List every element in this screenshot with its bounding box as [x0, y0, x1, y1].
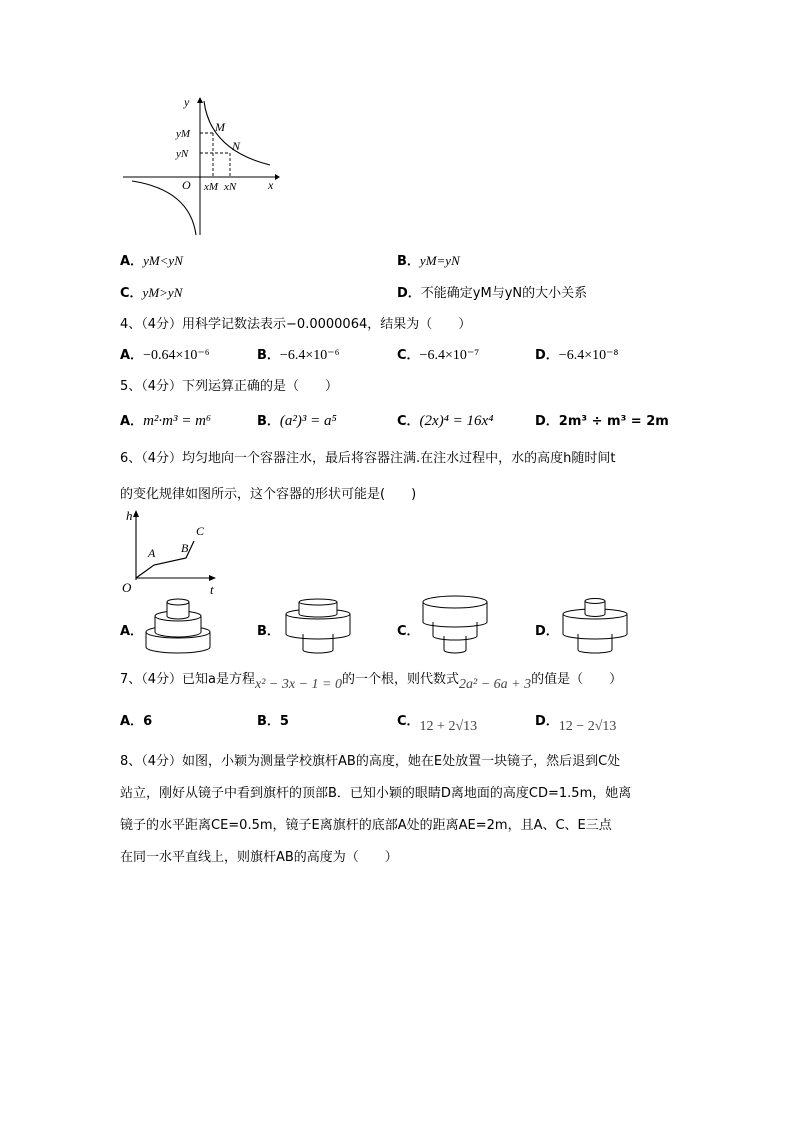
graph2-point-a: A: [148, 546, 156, 560]
q5-d-label: D．: [535, 414, 559, 429]
q8-line3: 镜子的水平距离CE=0.5m，镜子E离旗杆的底部A处的距离AE=2m，且A、C、E三点: [120, 818, 612, 833]
graph2-t-label: t: [210, 582, 214, 597]
q3-c-text: yM>yN: [142, 285, 183, 300]
q5-a-text: m²·m³ = m⁶: [143, 413, 212, 429]
q4-c-label: C．: [397, 348, 420, 363]
graph1-yn: yN: [176, 148, 189, 160]
q4-stem: 4、（4分）用科学记数法表示−0.0000064，结果为（ ）: [120, 317, 472, 332]
graph2-point-b: B: [181, 541, 189, 555]
inverse-function-graph: [120, 95, 280, 240]
q8-line2: 站立，刚好从镜子中看到旗杆的顶部B．已知小颖的眼睛D离地面的高度CD=1.5m，她离: [120, 786, 632, 801]
q6-a-label[interactable]: A．: [120, 624, 144, 639]
q5-stem: 5、（4分）下列运算正确的是（ ）: [120, 379, 339, 394]
q3-option-c[interactable]: [120, 282, 182, 301]
q3-c-label: C．: [120, 286, 143, 301]
graph1-xn: xN: [224, 181, 237, 193]
container-c[interactable]: [420, 594, 490, 658]
q7-a-label: A．: [120, 714, 144, 729]
graph2-origin: O: [122, 580, 132, 595]
q6-d-label[interactable]: D．: [535, 624, 559, 639]
q4-d-label: D．: [535, 348, 559, 363]
q7-stem: [120, 668, 623, 692]
graph1-x-label: x: [268, 178, 274, 192]
q5-b-label: B．: [257, 414, 280, 429]
graph1-point-n: N: [232, 139, 241, 153]
q7-option-d[interactable]: [535, 710, 617, 734]
q5-option-c[interactable]: [397, 410, 493, 430]
q5-a-label: A．: [120, 414, 144, 429]
q7-c-text: 12 + 2√13: [419, 719, 478, 734]
q5-b-text: (a²)³ = a⁵: [279, 413, 337, 429]
q4-a-label: A．: [120, 348, 144, 363]
q7-option-a[interactable]: [120, 710, 152, 729]
q7-d-label: D．: [535, 714, 559, 729]
container-d[interactable]: [560, 596, 630, 658]
q4-c-text: −6.4×10⁻⁷: [419, 348, 480, 363]
q5-d-text: 2m³ ÷ m³ = 2m: [558, 414, 669, 429]
q5-c-text: (2x)⁴ = 16x⁴: [419, 413, 494, 429]
q5-option-a[interactable]: [120, 410, 211, 430]
q3-b-text: yM=yN: [419, 253, 460, 268]
q7-b-text: 5: [279, 714, 289, 729]
q3-a-text: yM<yN: [143, 253, 183, 268]
q7-stem-pre: 7、（4分）已知a是方程: [120, 672, 256, 687]
q7-b-label: B．: [257, 714, 280, 729]
container-b[interactable]: [283, 596, 353, 658]
graph1-point-m: M: [215, 120, 225, 134]
q4-a-text: −0.64×10⁻⁶: [143, 348, 210, 363]
graph1-y-label: y: [184, 95, 190, 109]
q3-option-a[interactable]: [120, 250, 183, 269]
q3-a-label: A．: [120, 254, 144, 269]
q3-option-b[interactable]: [397, 250, 460, 269]
q5-option-d[interactable]: [535, 410, 669, 429]
q4-option-a[interactable]: [120, 344, 210, 364]
q7-d-text: 12 − 2√13: [558, 719, 617, 734]
q8-line1: 8、（4分）如图，小颖为测量学校旗杆AB的高度，她在E处放置一块镜子，然后退到C处: [120, 754, 621, 769]
container-a[interactable]: [143, 596, 213, 658]
q3-b-label: B．: [397, 254, 420, 269]
q3-option-d[interactable]: [397, 282, 587, 301]
q8-line4: 在同一水平直线上，则旗杆AB的高度为（ ）: [120, 850, 398, 865]
q7-option-b[interactable]: [257, 710, 289, 729]
q6-stem-line1: 6、（4分）均匀地向一个容器注水，最后将容器注满.在注水过程中，水的高度h随时间t: [120, 451, 616, 466]
q7-equation: x² − 3x − 1 = 0: [255, 677, 342, 692]
q4-b-label: B．: [257, 348, 280, 363]
q4-option-b[interactable]: [257, 344, 339, 364]
q4-option-c[interactable]: [397, 344, 479, 364]
graph2-h-label: h: [126, 508, 133, 523]
q4-b-text: −6.4×10⁻⁶: [279, 348, 340, 363]
q7-expr: 2a² − 6a + 3: [459, 677, 532, 692]
graph2-point-c: C: [196, 524, 205, 538]
graph1-origin: O: [182, 178, 191, 192]
q6-stem-line2: 的变化规律如图所示，这个容器的形状可能是( ): [120, 487, 417, 502]
q4-d-text: −6.4×10⁻⁸: [558, 348, 619, 363]
q4-option-d[interactable]: [535, 344, 618, 364]
q6-c-label[interactable]: C．: [397, 624, 420, 639]
graph1-ym: yM: [176, 128, 191, 140]
q7-stem-post: 的值是（ ）: [531, 672, 623, 687]
q3-d-text: 不能确定yM与yN的大小关系: [420, 286, 588, 301]
q5-option-b[interactable]: [257, 410, 337, 430]
q5-c-label: C．: [397, 414, 420, 429]
q6-b-label[interactable]: B．: [257, 624, 280, 639]
q7-stem-mid: 的一个根，则代数式: [341, 672, 459, 687]
water-height-graph: [118, 508, 223, 598]
graph1-xm: xM: [204, 181, 219, 193]
q7-c-label: C．: [397, 714, 420, 729]
q7-option-c[interactable]: [397, 710, 478, 734]
q3-d-label: D．: [397, 286, 421, 301]
q7-a-text: 6: [143, 714, 153, 729]
